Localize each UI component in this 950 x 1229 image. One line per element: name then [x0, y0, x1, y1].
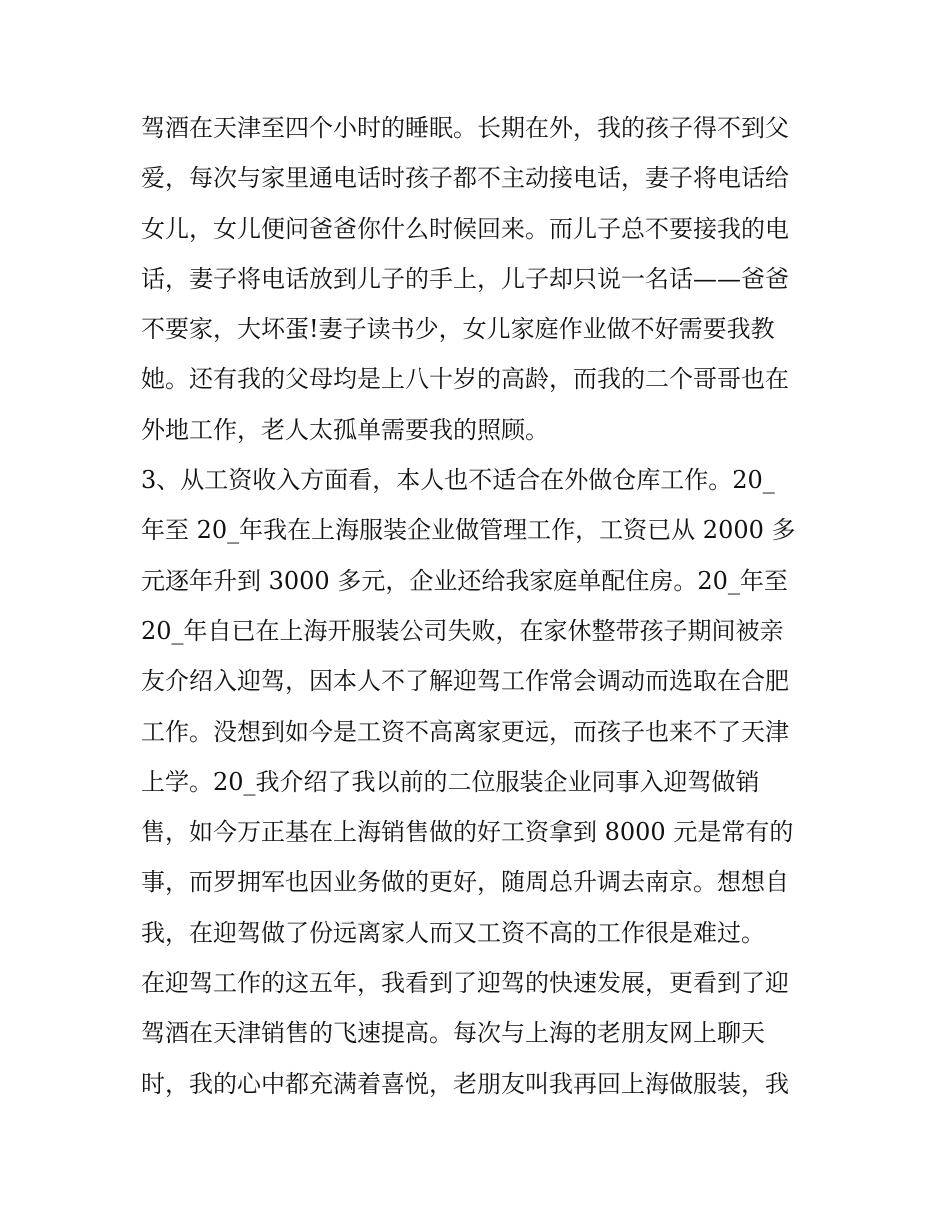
text-line: 不要家，大坏蛋!妻子读书少，女儿家庭作业做不好需要我教 [141, 315, 775, 344]
text-line: 上学。20_我介绍了我以前的二位服装企业同事入迎驾做销 [141, 767, 760, 796]
text-line: 我，在迎驾做了份远离家人而又工资不高的工作很是难过。 [141, 918, 765, 947]
text-line: 驾酒在天津至四个小时的睡眠。长期在外，我的孩子得不到父 [141, 114, 789, 142]
text-line: 售，如今万正基在上海销售做的好工资拿到 8000 元是常有的 [141, 818, 794, 847]
text-line: 20_年自已在上海开服装公司失败，在家休整带孩子期间被亲 [141, 616, 784, 645]
body-text [141, 103, 821, 1109]
text-line: 时，我的心中都充满着喜悦，老朋友叫我再回上海做服装，我 [141, 1069, 789, 1098]
text-line: 元逐年升到 3000 多元，企业还给我家庭单配住房。20_年至 [141, 566, 788, 595]
text-line: 话，妻子将电话放到儿子的手上，儿子却只说一名话——爸爸 [141, 264, 789, 293]
text-line: 年至 20_年我在上海服装企业做管理工作，工资已从 2000 多 [141, 516, 796, 545]
text-line: 3、从工资收入方面看，本人也不适合在外做仓库工作。20_ [141, 466, 775, 495]
text-line: 她。还有我的父母均是上八十岁的高龄，而我的二个哥哥也在 [141, 365, 789, 394]
text-line: 爱，每次与家里通电话时孩子都不主动接电话，妻子将电话给 [141, 164, 789, 193]
text-line: 女儿，女儿便问爸爸你什么时候回来。而儿子总不要接我的电 [141, 214, 789, 243]
text-line: 事，而罗拥军也因业务做的更好，随周总升调去南京。想想自 [141, 868, 789, 897]
text-line: 工作。没想到如今是工资不高离家更远，而孩子也来不了天津 [141, 717, 789, 746]
text-line: 友介绍入迎驾，因本人不了解迎驾工作常会调动而选取在合肥 [141, 667, 789, 696]
text-line: 外地工作，老人太孤单需要我的照顾。 [141, 415, 549, 444]
text-line: 在迎驾工作的这五年，我看到了迎驾的快速发展，更看到了迎 [141, 969, 789, 998]
text-line: 驾酒在天津销售的飞速提高。每次与上海的老朋友网上聊天 [141, 1019, 765, 1048]
